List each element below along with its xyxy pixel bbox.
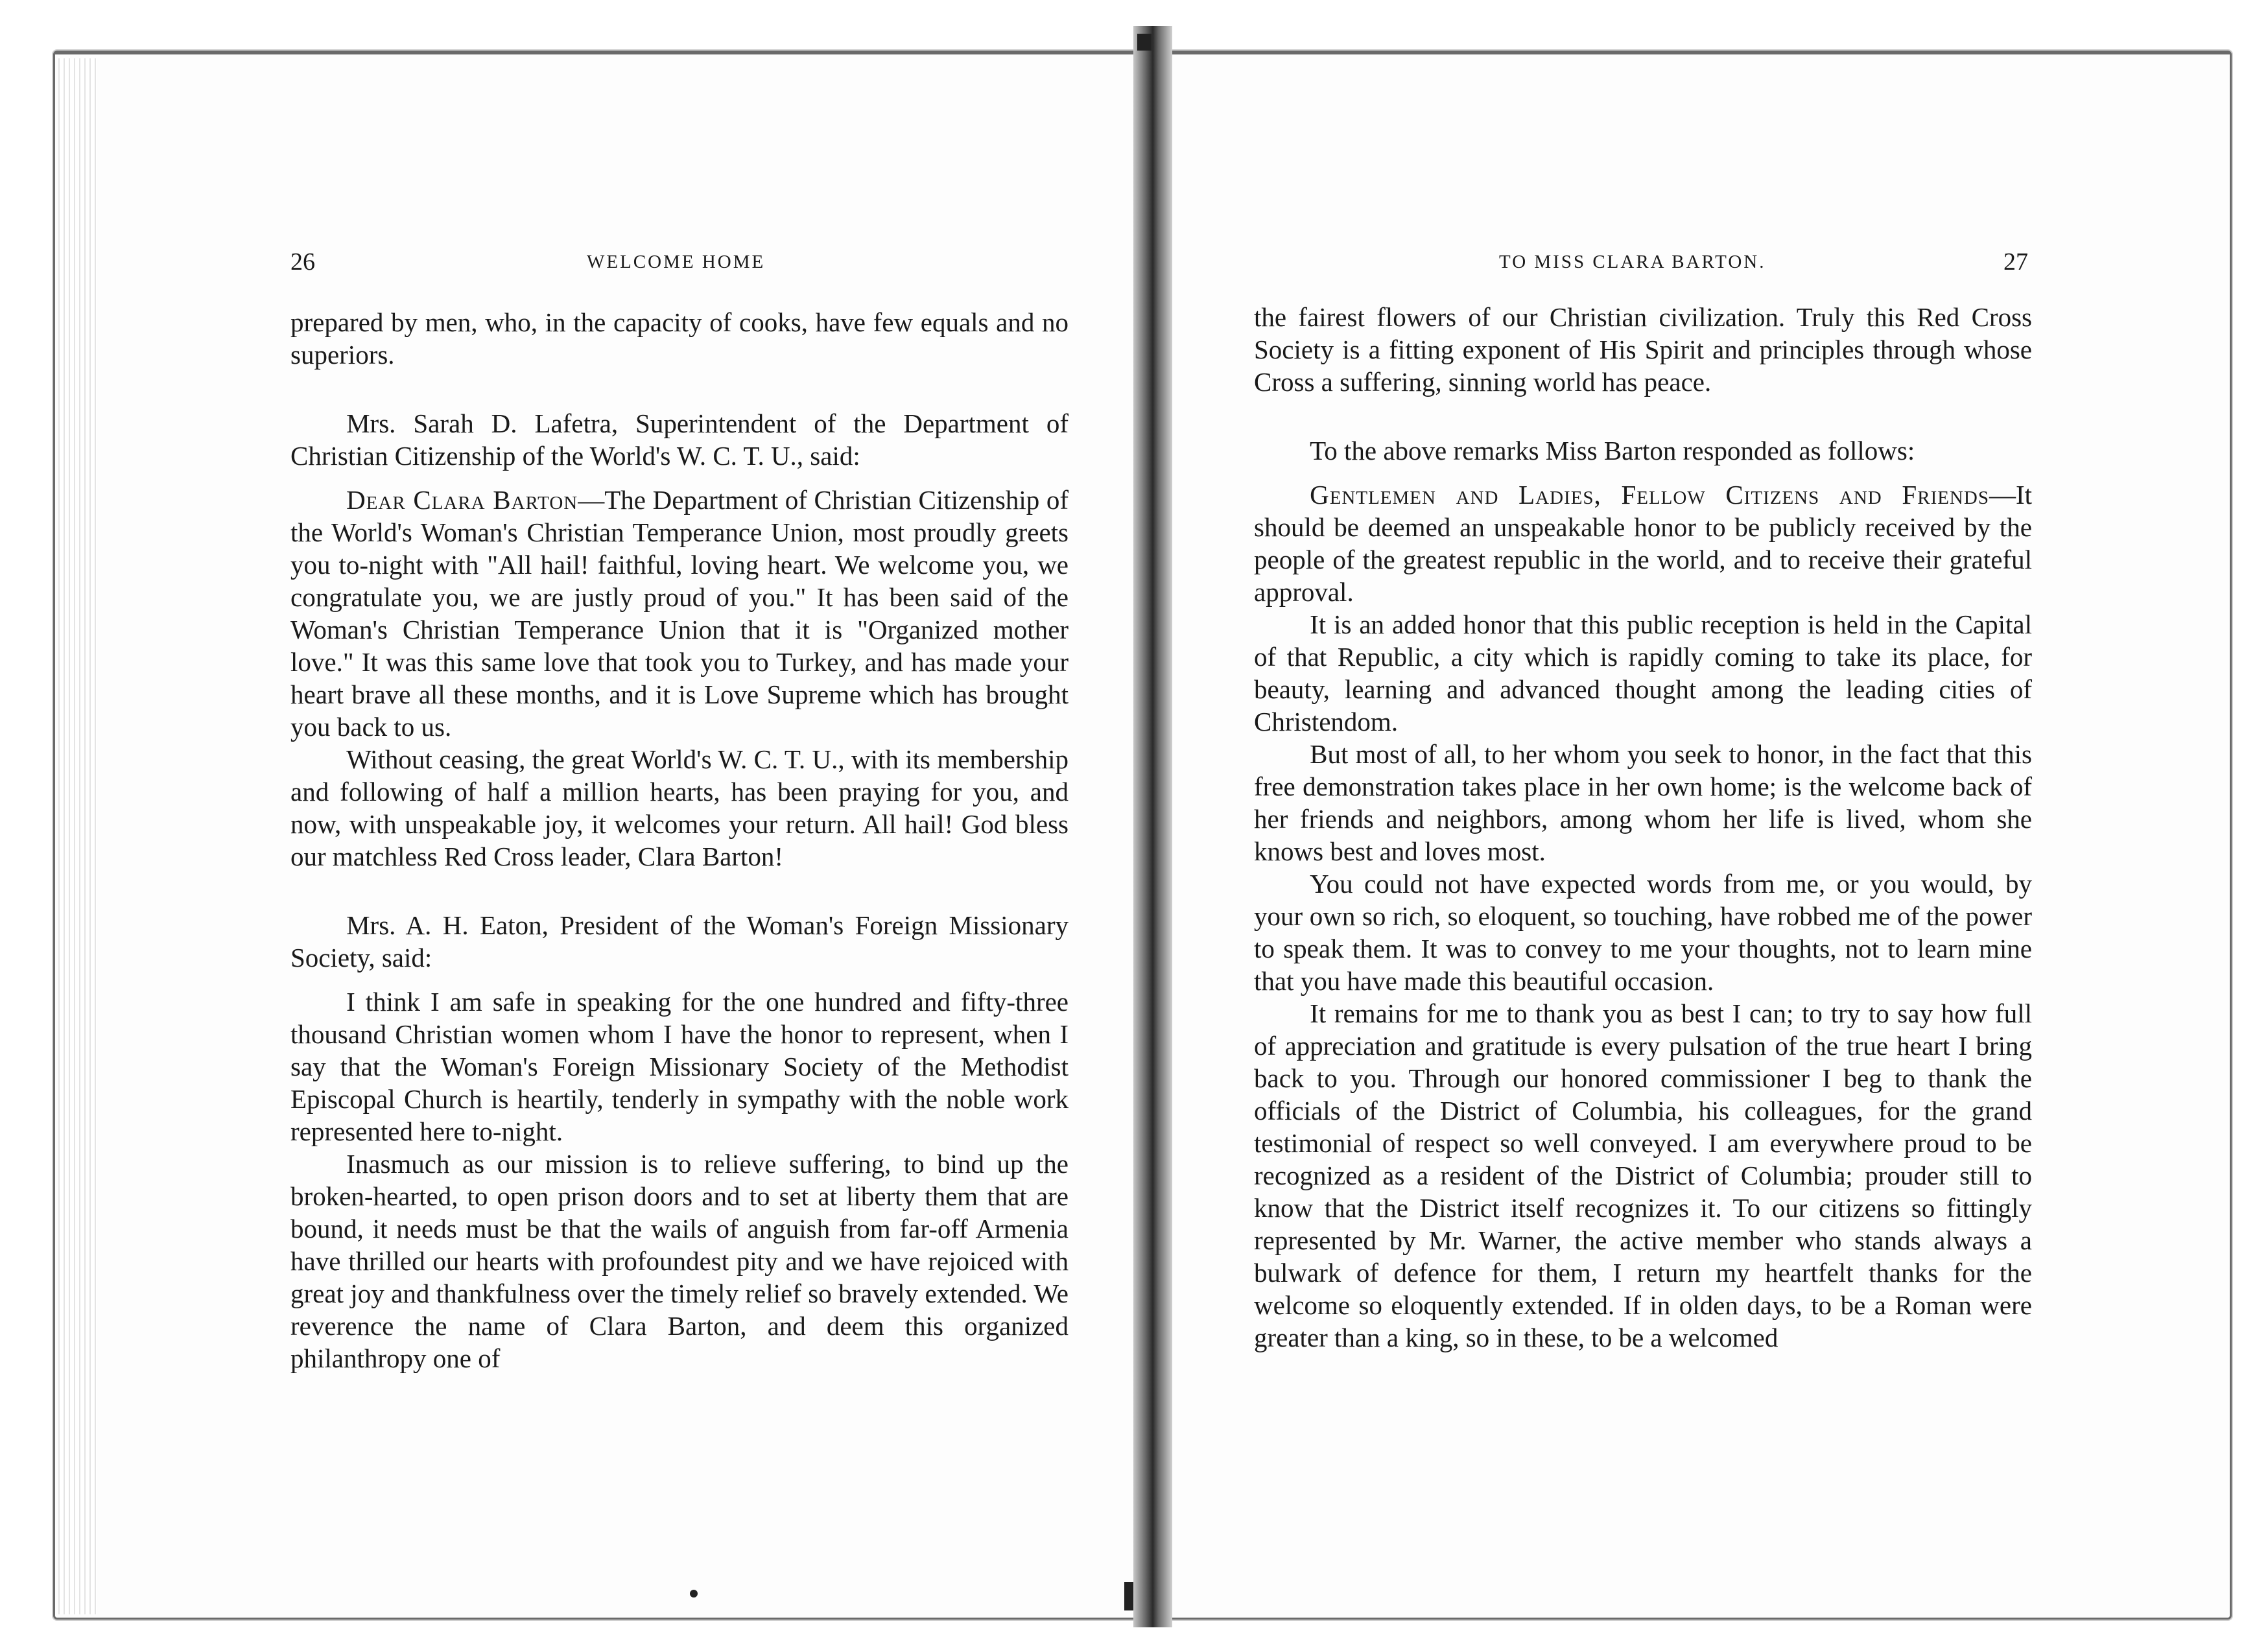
- paragraph: It is an added honor that this public reception is held in the Capital of that Republic, a city which is rapidly coming to take its place, for beauty, learning and advanced thought among the leading cities of Christendom.: [1254, 609, 2032, 737]
- paragraph: Without ceasing, the great World's W. C. T. U., with its membership and following of half a million hearts, has been praying for you, and now, with unspeakable joy, it welcomes your return. All hail! God bless our matchless Red Cross leader, Clara Barton!: [290, 744, 1069, 871]
- paragraph: But most of all, to her whom you seek to honor, in the fact that this free demonstration takes place in her own home; is the welcome back of her friends and neighbors, among whom her life is lived, whom she knows best and loves most.: [1254, 739, 2032, 866]
- paragraph: I think I am safe in speaking for the one hundred and fifty-three thousand Christian women whom I have the honor to represent, when I say that the Woman's Foreign Missionary Society of the Methodist Episcopal Church is heartily, tenderly in sympathy with the noble work represented here to-night.: [290, 987, 1069, 1146]
- paragraph: the fairest flowers of our Christian civilization. Truly this Red Cross Society is a fitting exponent of His Spirit and principles through whose Cross a suffering, sinning world has peace.: [1254, 302, 2032, 397]
- ink-speck: [690, 1590, 698, 1598]
- right-running-head: TO MISS CLARA BARTON.: [1499, 252, 1766, 272]
- salutation: Dear Clara Barton: [346, 485, 578, 515]
- right-page-body: [1254, 246, 2032, 1354]
- left-page-body: [290, 246, 1069, 1374]
- paragraph-salutation: [290, 484, 1069, 743]
- paragraph: Mrs. A. H. Eaton, President of the Woman's Foreign Missionary Society, said:: [290, 910, 1069, 973]
- paragraph: You could not have expected words from me, or you would, by your own so rich, so eloquent, so touching, have robbed me of the power to speak them. It was to convey to me your thoughts, not to learn mine that you have made this beautiful occasion.: [1254, 869, 2032, 996]
- spine-mark-bottom: [1124, 1582, 1133, 1610]
- page-edges: [58, 58, 97, 1614]
- right-page-number: 27: [2003, 248, 2028, 276]
- paragraph: —It should be deemed an unspeakable honor to be publicly received by the people of the greatest republic in the world, and to receive their grateful approval.: [1254, 480, 2032, 607]
- paragraph: —The Department of Christian Citizenship of the World's Woman's Christian Temperance Union, most proudly greets you to-night with "All hail! faithful, loving heart. We welcome you, we congratulate you, we are justly proud of you." It has been said of the Woman's Christian Temperance Union that it is "Organized mother love." It was this same love that took you to Turkey, and has made your heart brave all these months, and it is Love Supreme which has brought you back to us.: [290, 485, 1069, 742]
- paragraph: prepared by men, who, in the capacity of cooks, have few equals and no superiors.: [290, 307, 1069, 370]
- paragraph-salutation: [1254, 478, 2032, 608]
- paragraph: Inasmuch as our mission is to relieve suffering, to bind up the broken-hearted, to open prison doors and to set at liberty them that are bound, it needs must be that the wails of anguish from far-off Armenia have thrilled our hearts with profoundest pity and we have rejoiced with great joy and thankfulness over the timely relief so bravely extended. We reverence the name of Clara Barton, and deem this organized philanthropy one of: [290, 1149, 1069, 1373]
- left-page-number: 26: [290, 248, 315, 276]
- salutation: Gentlemen and Ladies, Fellow Citizens and Friends: [1310, 480, 1989, 510]
- book-spine: [1133, 26, 1172, 1627]
- paragraph: Mrs. Sarah D. Lafetra, Superintendent of the Department of Christian Citizenship of the World's W. C. T. U., said:: [290, 408, 1069, 471]
- paragraph: To the above remarks Miss Barton responded as follows:: [1310, 436, 1915, 466]
- left-running-head: WELCOME HOME: [587, 252, 766, 272]
- paragraph: It remains for me to thank you as best I can; to try to say how full of appreciation and gratitude is every pulsation of the true heart I bring back to you. Through our honored commissioner I beg to thank the officials of the District of Columbia, his colleagues, for the grand testimonial of respect so well conveyed. I am everywhere proud to be recognized as a resident of the District of Columbia; prouder still to know that the District itself recognizes it. To our citizens so fittingly represented by Mr. Warner, the active member who stands always a bulwark of defence for them, I return my heartfelt thanks for the welcome so eloquently extended. If in olden days, to be a Roman were greater than a king, so in these, to be a welcomed: [1254, 998, 2032, 1352]
- spine-mark-top: [1137, 34, 1152, 51]
